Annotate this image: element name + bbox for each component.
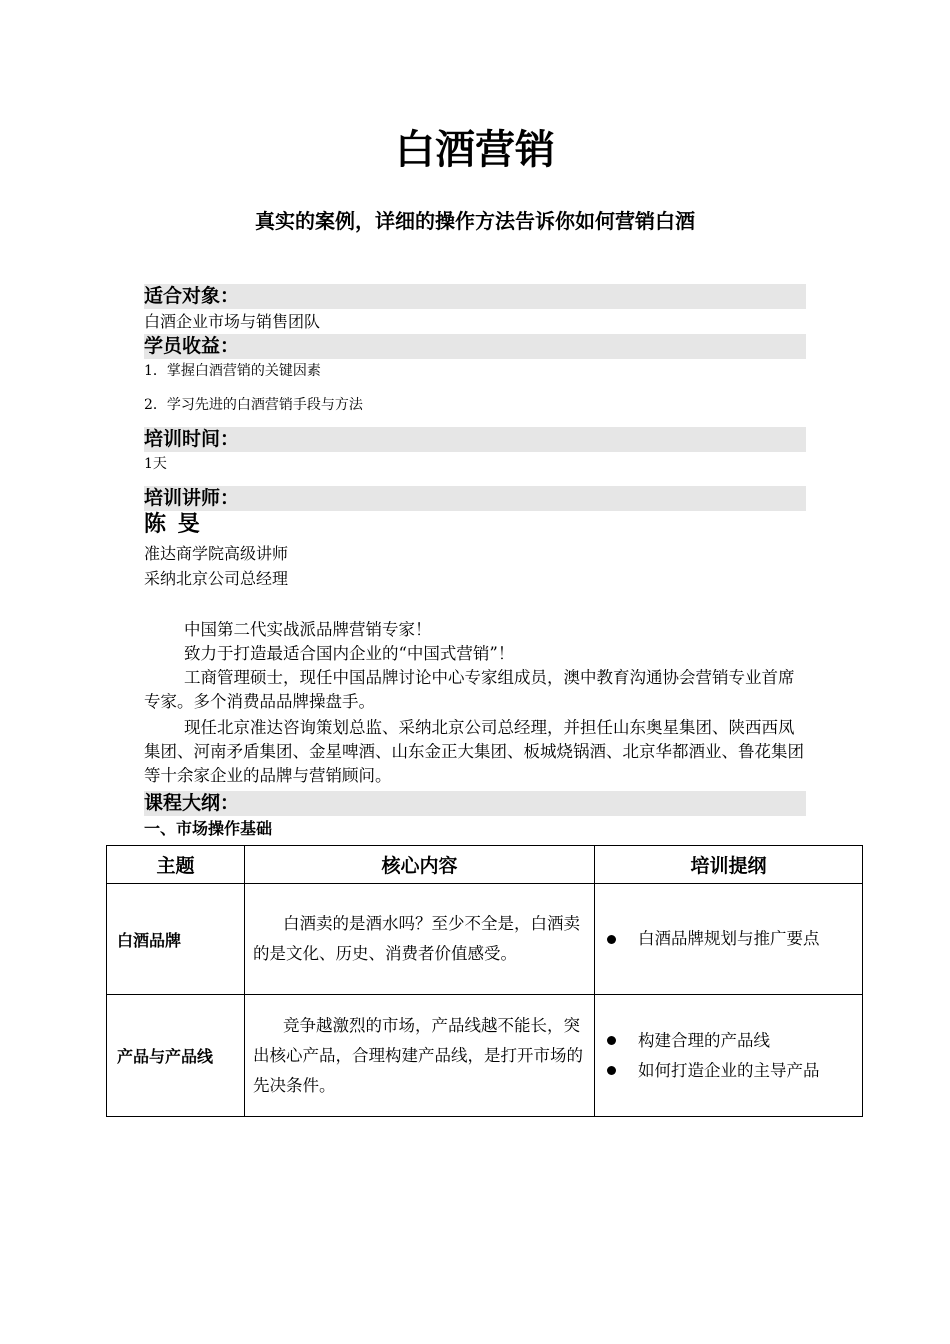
- duration-text: 1天: [144, 456, 167, 472]
- row-topic: 产品与产品线: [107, 995, 245, 1117]
- bullet-icon: [607, 1066, 616, 1075]
- table-row: [107, 995, 863, 1117]
- bio-paragraph-3: 工商管理硕士，现任中国品牌讨论中心专家组成员，澳中教育沟通协会营销专业首席专家。多个消费品品牌操盘手。: [144, 668, 795, 711]
- lecturer-heading: 培训讲师：: [144, 486, 806, 511]
- audience-text: 白酒企业市场与销售团队: [144, 312, 321, 331]
- row-topic: 白酒品牌: [107, 884, 245, 995]
- bio-paragraph-1: 中国第二代实战派品牌营销专家！: [184, 620, 432, 639]
- outline-table: [106, 845, 863, 1117]
- document-title: 白酒营销: [395, 127, 555, 173]
- list-item: 构建合理的产品线: [607, 1026, 862, 1056]
- bullet-icon: [607, 935, 616, 944]
- table-row: [107, 884, 863, 995]
- lecturer-name: 陈 旻: [144, 512, 202, 537]
- audience-heading: 适合对象：: [144, 284, 806, 309]
- column-header-core: 核心内容: [245, 846, 595, 884]
- bio-paragraph-4: 现任北京准达咨询策划总监、采纳北京公司总经理，并担任山东奥星集团、陕西西凤集团、河南矛盾集团、金星啤酒、山东金正大集团、板城烧锅酒、北京华都酒业、鲁花集团等十余家企业的品牌与营销顾问。: [144, 718, 804, 785]
- benefits-heading: 学员收益：: [144, 334, 806, 359]
- list-item: 如何打造企业的主导产品: [607, 1056, 862, 1086]
- row-points: [595, 995, 863, 1117]
- outline-heading: 课程大纲：: [144, 791, 806, 816]
- bullet-icon: [607, 1036, 616, 1045]
- row-core-content: 白酒卖的是酒水吗？至少不全是，白酒卖的是文化、历史、消费者价值感受。: [245, 884, 595, 995]
- row-points: [595, 884, 863, 995]
- list-item: 白酒品牌规划与推广要点: [607, 924, 862, 954]
- benefit-item-2: 2．学习先进的白酒营销手段与方法: [144, 397, 363, 413]
- lecturer-title-1: 准达商学院高级讲师: [144, 544, 289, 563]
- document-subtitle: 真实的案例，详细的操作方法告诉你如何营销白酒: [255, 209, 695, 233]
- column-header-topic: 主题: [107, 846, 245, 884]
- lecturer-title-2: 采纳北京公司总经理: [144, 569, 289, 588]
- table-header-row: [107, 846, 863, 884]
- duration-heading: 培训时间：: [144, 427, 806, 452]
- column-header-points: 培训提纲: [595, 846, 863, 884]
- row-core-content: 竞争越激烈的市场，产品线越不能长，突出核心产品，合理构建产品线，是打开市场的先决条件。: [245, 995, 595, 1117]
- bio-paragraph-2: 致力于打造最适合国内企业的“中国式营销”！: [184, 644, 515, 663]
- outline-section-title: 一、市场操作基础: [144, 819, 273, 838]
- benefit-item-1: 1．掌握白酒营销的关键因素: [144, 363, 321, 379]
